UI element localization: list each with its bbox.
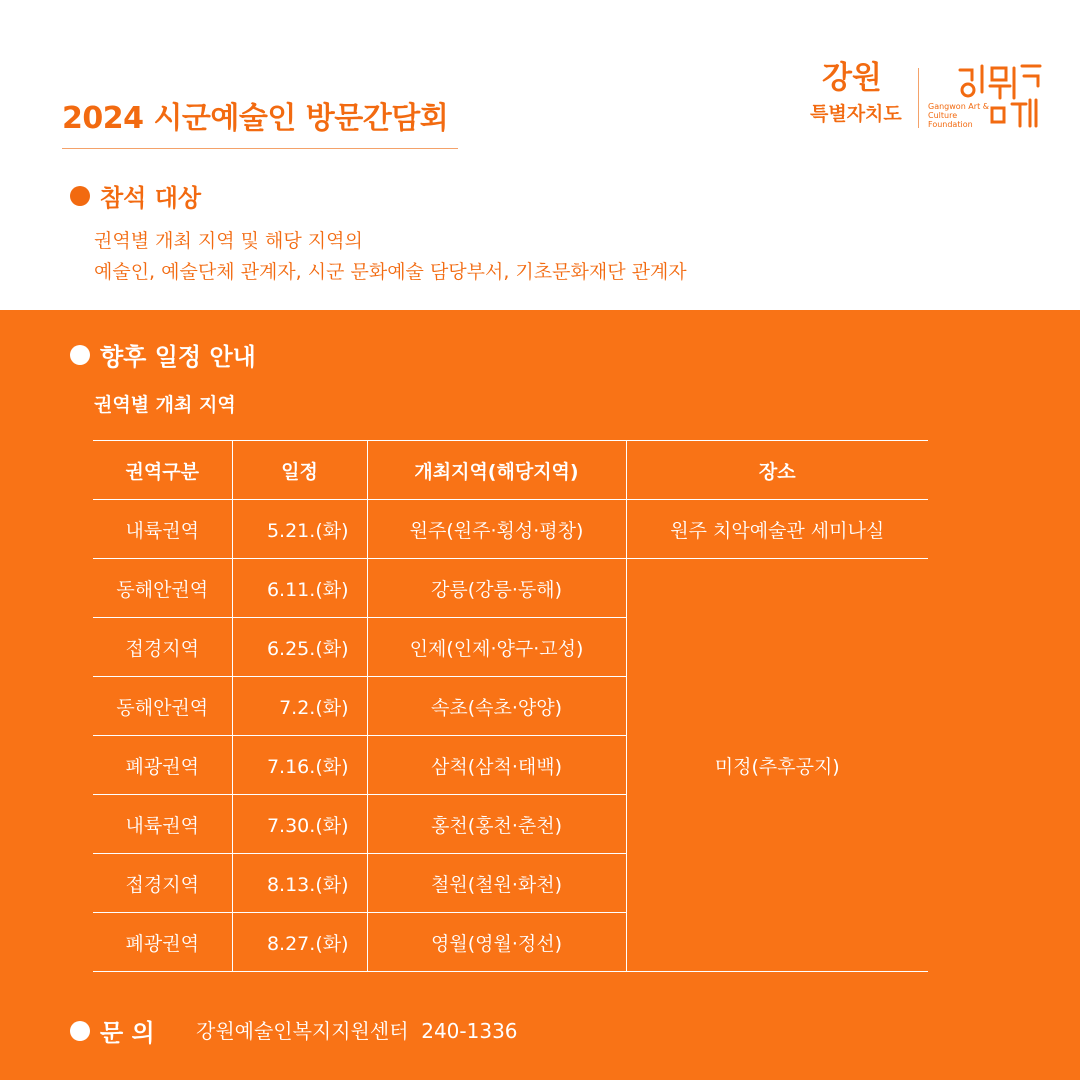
cell-area: 철원(철원·화천)	[367, 854, 626, 913]
column-header-venue: 장소	[626, 441, 928, 500]
cell-area: 삼척(삼척·태백)	[367, 736, 626, 795]
attendees-body	[94, 226, 687, 288]
cell-area: 영월(영월·정선)	[367, 913, 626, 972]
cell-date: 5.21.(화)	[232, 500, 367, 559]
cell-date: 6.11.(화)	[232, 559, 367, 618]
logo-divider	[918, 68, 919, 128]
table-header-row	[93, 441, 928, 500]
cell-date: 8.13.(화)	[232, 854, 367, 913]
cell-region: 접경지역	[125, 637, 199, 660]
cell-area: 강릉(강릉·동해)	[367, 559, 626, 618]
page-title: 2024 시군예술인 방문간담회	[62, 101, 449, 136]
cell-area: 홍천(홍천·춘천)	[367, 795, 626, 854]
schedule-subheading: 권역별 개최 지역	[94, 394, 236, 416]
cell-date: 7.30.(화)	[232, 795, 367, 854]
cell-region: 폐광권역	[125, 932, 199, 955]
table-row	[93, 559, 928, 618]
gangwon-logo-line1: 강원	[822, 60, 882, 96]
cell-venue-merged: 미정(추후공지)	[626, 559, 928, 972]
inquiry-heading-label: 문 의	[100, 1019, 155, 1047]
cell-area: 원주(원주·횡성·평창)	[367, 500, 626, 559]
cell-region: 접경지역	[125, 873, 199, 896]
table-row	[93, 500, 928, 559]
cell-area: 속초(속초·양양)	[367, 677, 626, 736]
gangwon-logo-line2: 특별자치도	[810, 103, 902, 125]
cell-venue: 원주 치악예술관 세미나실	[626, 500, 928, 559]
title-divider	[62, 148, 458, 149]
cell-region: 내륙권역	[125, 519, 199, 542]
cell-region: 내륙권역	[125, 814, 199, 837]
logo-group	[806, 60, 1046, 140]
schedule-heading	[70, 337, 256, 372]
cell-date: 6.25.(화)	[232, 618, 367, 677]
attendees-heading	[70, 178, 201, 213]
cell-region: 동해안권역	[116, 578, 209, 601]
schedule-table	[93, 440, 928, 972]
bullet-icon	[70, 186, 90, 206]
cell-date: 8.27.(화)	[232, 913, 367, 972]
foundation-logo	[928, 60, 1046, 140]
bullet-icon	[70, 1021, 90, 1041]
cell-area: 인제(인제·양구·고성)	[367, 618, 626, 677]
schedule-heading-label: 향후 일정 안내	[100, 343, 256, 371]
column-header-date: 일정	[232, 441, 367, 500]
bullet-icon	[70, 345, 90, 365]
column-header-region: 권역구분	[125, 460, 199, 483]
cell-date: 7.16.(화)	[232, 736, 367, 795]
attendees-heading-label: 참석 대상	[100, 184, 202, 212]
inquiry-heading	[70, 1013, 155, 1048]
attendees-line-1: 권역별 개최 지역 및 해당 지역의	[94, 230, 363, 252]
foundation-logo-english: Gangwon Art & Culture Foundation	[928, 102, 989, 129]
column-header-area: 개최지역(해당지역)	[367, 441, 626, 500]
cell-region: 폐광권역	[125, 755, 199, 778]
cell-region: 동해안권역	[116, 696, 209, 719]
attendees-line-2: 예술인, 예술단체 관계자, 시군 문화예술 담당부서, 기초문화재단 관계자	[94, 261, 687, 283]
inquiry-contact: 강원예술인복지지원센터 240-1336	[196, 1019, 518, 1043]
cell-date: 7.2.(화)	[232, 677, 367, 736]
